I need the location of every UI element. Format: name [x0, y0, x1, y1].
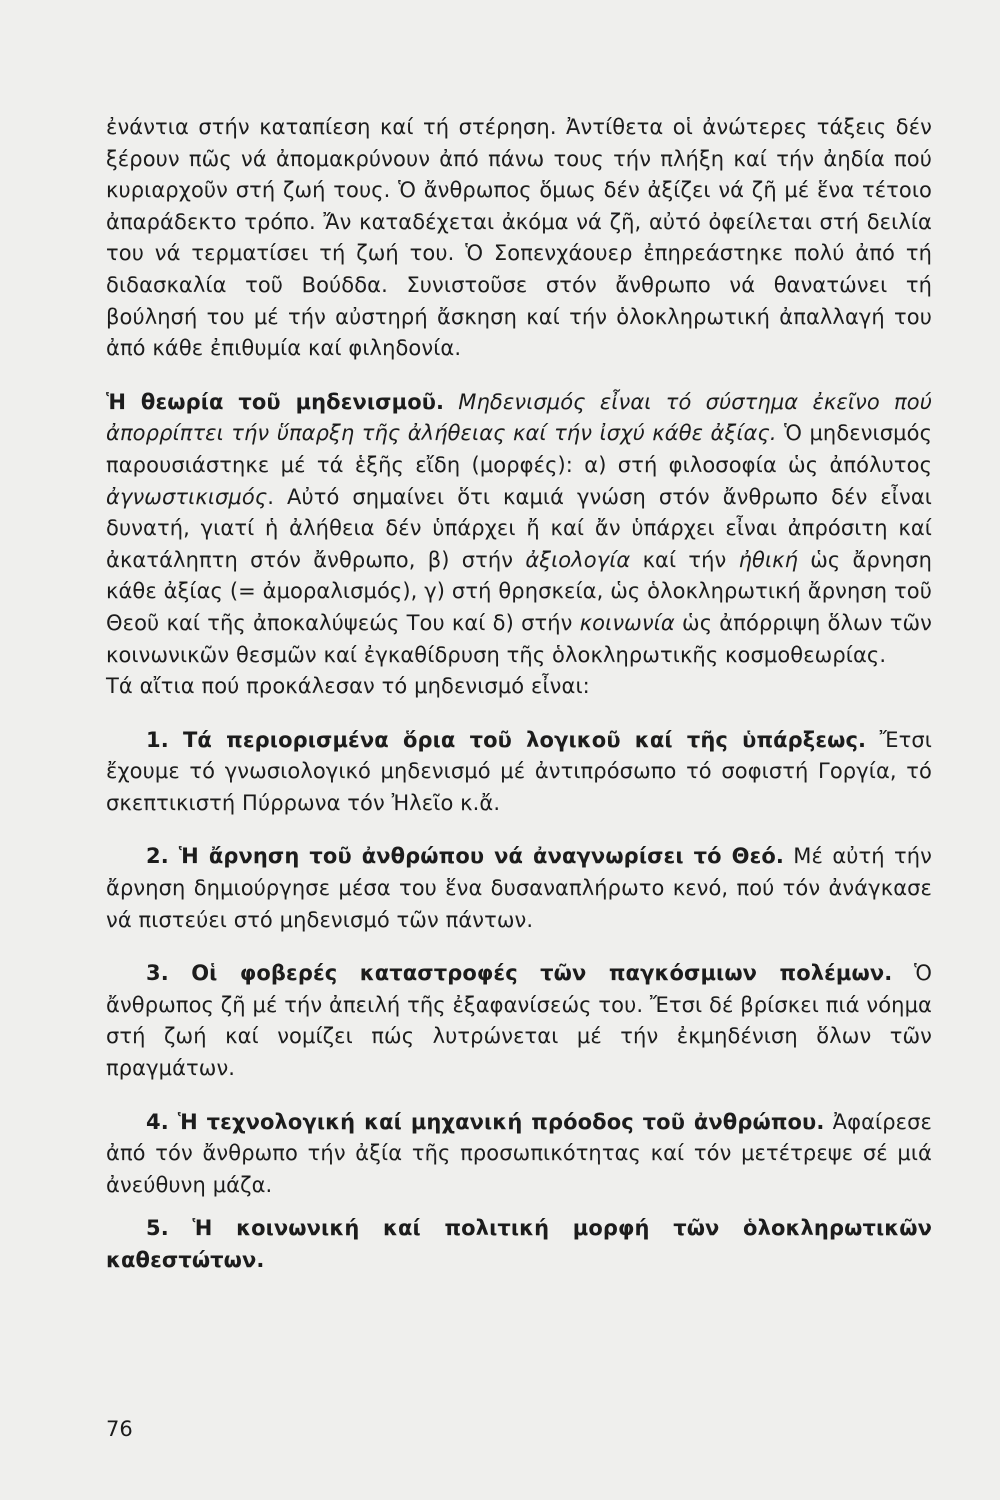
cause-5-title: 5. Ἡ κοινωνική καί πολιτική μορφή τῶν ὁλοκληρωτικῶν καθεστώτων. — [106, 1216, 932, 1272]
cause-4-text: Ἀφαίρεσε ἀπό τόν ἄνθρωπο τήν ἀξία τῆς προσωπικότητας καί τόν μετέτρεψε σέ μιά ἀνεύθυνη μάζα. — [106, 1109, 932, 1197]
cause-1 — [106, 725, 932, 820]
term-ethics: ἠθική — [738, 547, 799, 572]
cause-2 — [106, 841, 932, 936]
page-number: 76 — [106, 1417, 133, 1441]
cause-1-title: 1. Τά περιορισμένα ὅρια τοῦ λογικοῦ καί τῆς ὑπάρξεως. — [146, 727, 867, 752]
term-axiology: ἀξιολογία — [525, 547, 631, 572]
paragraph-schopenhauer: ἐνάντια στήν καταπίεση καί τή στέρηση. Ἀντίθετα οἱ ἀνώτερες τάξεις δέν ξέρουν πῶς νά ἀπομακρύνουν ἀπό πάνω τους τήν πλήξη καί τήν ἀηδία πού κυριαρχοῦν στή ζωή τους. Ὁ ἄνθρωπος ὅμως δέν ἀξίζει νά ζῆ μέ ἕνα τέτοιο ἀπαράδεκτο τρόπο. Ἄν καταδέχεται ἀκόμα νά ζῆ, αὐτό ὀφείλεται στή δειλία του νά τερματίσει τή ζωή του. Ὁ Σοπενχάουερ ἐπηρεάστηκε πολύ ἀπό τή διδασκαλία τοῦ Βούδδα. Συνιστοῦσε στόν ἄνθρωπο νά θανατώνει τή βούλησή του μέ τήν αὐστηρή ἄσκηση καί τήν ὁλοκληρωτική ἀπαλλαγή του ἀπό κάθε ἐπιθυμία καί φιληδονία. — [106, 115, 932, 361]
cause-2-title: 2. Ἡ ἄρνηση τοῦ ἀνθρώπου νά ἀναγνωρίσει τό Θεό. — [146, 844, 784, 869]
cause-3 — [106, 958, 932, 1084]
body-text — [106, 112, 932, 1277]
cause-3-title: 3. Οἱ φοβερές καταστροφές τῶν παγκόσμιων πολέμων. — [146, 961, 893, 986]
cause-1-text: Ἔτσι ἔχουμε τό γνωσιολογικό μηδενισμό μέ ἀντιπρόσωπο τό σοφιστή Γοργία, τό σκεπτικιστή Πύρρωνα τόν Ἠλεῖο κ.ἄ. — [106, 727, 932, 815]
cause-4 — [106, 1107, 932, 1202]
term-society: κοινωνία — [579, 610, 675, 635]
causes-intro: Τά αἴτια πού προκάλεσαν τό μηδενισμό εἶναι: — [106, 674, 590, 699]
nihilism-definition: Μηδενισμός εἶναι τό σύστημα ἐκεῖνο πού ἀπορρίπτει τήν ὕπαρξη τῆς ἀλήθειας καί τήν ἰσχύ κάθε ἀξίας. — [106, 389, 932, 446]
term-agnosticism: ἀγνωστικισμός — [106, 484, 268, 509]
cause-4-title: 4. Ἡ τεχνολογική καί μηχανική πρόοδος τοῦ ἀνθρώπου. — [146, 1109, 825, 1134]
cause-2-text: Μέ αὐτή τήν ἄρνηση δημιούργησε μέσα του ἕνα δυσαναπλήρωτο κενό, πού τόν ἀνάγκασε νά πιστεύει στό μηδενισμό τῶν πάντων. — [106, 844, 932, 932]
cause-5 — [106, 1213, 932, 1276]
nihilism-heading: Ἡ θεωρία τοῦ μηδενισμοῦ. — [106, 389, 445, 414]
paragraph-nihilism: Ἡ θεωρία τοῦ μηδενισμοῦ. Μηδενισμός εἶναι τό σύστημα ἐκεῖνο πού ἀπορρίπτει τήν ὕπαρξη τῆς ἀλήθειας καί τήν ἰσχύ κάθε ἀξίας. Ὁ μηδενισμός παρουσιάστηκε μέ τά ἑξῆς εἴδη (μορφές): α) στή φιλοσοφία ὡς ἀπόλυτος ἀγνωστικισμός. Αὐτό σημαίνει ὅτι καμιά γνώση στόν ἄνθρωπο δέν εἶναι δυνατή, γιατί ἡ ἀλήθεια δέν ὑπάρχει ἤ καί ἄν ὑπάρχει εἶναι ἀπρόσιτη καί ἀκατάληπτη στόν ἄνθρωπο, β) στήν ἀξιολογία καί τήν ἠθική ὡς ἄρνηση κάθε ἀξίας (= ἀμοραλισμός), γ) στή θρησκεία, ὡς ὁλοκληρωτική ἄρνηση τοῦ Θεοῦ καί τῆς ἀποκαλύψεώς Του καί δ) στήν κοινωνία ὡς ἀπόρριψη ὅλων τῶν κοινωνικῶν θεσμῶν καί ἐγκαθίδρυση τῆς ὁλοκληρωτικῆς κοσμοθεωρίας. — [106, 389, 932, 667]
cause-3-text: Ὁ ἄνθρωπος ζῆ μέ τήν ἀπειλή τῆς ἐξαφανίσεώς του. Ἔτσι δέ βρίσκει πιά νόημα στή ζωή καί νομίζει πώς λυτρώνεται μέ τήν ἐκμηδένιση ὅλων τῶν πραγμάτων. — [106, 961, 933, 1081]
